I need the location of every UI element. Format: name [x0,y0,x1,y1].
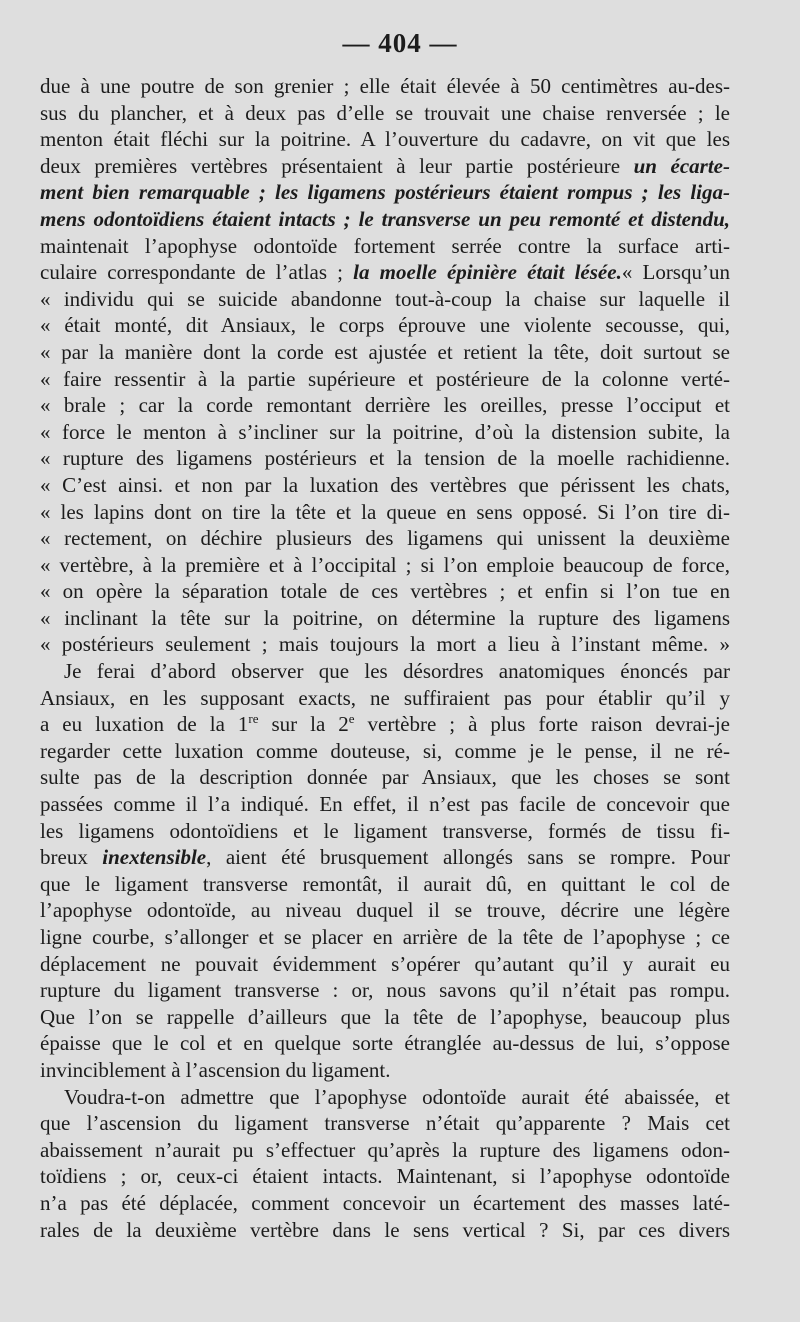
text-segment: « Lorsqu’un [621,260,730,285]
text-line [40,818,730,845]
text-segment: Que l’on se rappelle d’ailleurs que la tête de l’apophyse, beaucoup plus [40,1004,730,1029]
text-segment: ligne courbe, s’allonger et se placer en arrière de la tête de l’apophyse ; ce [40,925,730,949]
text-line [40,658,730,685]
text-segment: culaire correspondante de l’atlas ; [40,260,354,285]
text-line [40,1137,730,1164]
italic-text: la moelle épinière était lésée. [353,260,622,285]
text-line [40,499,730,526]
text-segment: « faire ressentir à la partie supérieure et postérieure de la colonne verté- [40,366,730,391]
text-line [40,366,730,393]
text-line [40,206,730,233]
text-segment: « rectement, on déchire plusieurs des ligamens qui unissent la deuxième [40,526,730,551]
text-segment: « postérieurs seulement ; mais toujours la mort a lieu à l’instant même. » [40,632,730,657]
text-line [40,764,730,791]
text-segment: que l’ascension du ligament transverse n’était qu’apparente ? Mais cet [40,1111,730,1136]
text-line [40,339,730,366]
text-segment: sus du plancher, et à deux pas d’elle se trouvait une chaise renversée ; le [40,100,730,125]
text-segment: toïdiens ; or, ceux-ci étaient intacts. Maintenant, si l’apophyse odontoïde [40,1164,730,1189]
text-line [40,100,730,127]
text-line [40,1163,730,1190]
text-segment: abaissement n’aurait pu s’effectuer qu’après la rupture des ligamens odon- [40,1137,730,1162]
text-segment: « les lapins dont on tire la tête et la queue en sens opposé. Si l’on tire di- [40,499,730,524]
text-line [40,871,730,898]
text-segment: menton était fléchi sur la poitrine. A l’ouverture du cadavre, on vit que les [40,127,730,152]
text-segment: passées comme il l’a indiqué. En effet, il n’est pas facile de concevoir que [40,792,730,817]
page-number: — 404 — [342,28,458,58]
text-segment: , aient été brusquement allongés sans se rompre. Pour [206,845,730,870]
text-segment: rales de la deuxième vertèbre dans le sens vertical ? Si, par ces divers [40,1217,730,1242]
text-segment: due à une poutre de son grenier ; elle était élevée à 50 centimètres au-des- [40,74,730,98]
text-segment: que le ligament transverse remontât, il aurait dû, en quittant le col de [40,871,730,896]
text-line [40,844,730,871]
text-line [40,951,730,978]
text-segment: « C’est ainsi. et non par la luxation des vertèbres que périssent les chats, [40,472,730,497]
italic-text: mens odontoïdiens étaient intacts ; le transverse un peu remonté et distendu, [40,206,730,231]
text-line [40,897,730,924]
text-line [40,578,730,605]
text-line [40,312,730,339]
text-line [40,126,730,153]
text-segment: « par la manière dont la corde est ajustée et retient la tête, doit surtout se [40,339,730,364]
text-segment: sulte pas de la description donnée par Ansiaux, que les choses se sont [40,765,730,790]
text-line [40,153,730,180]
text-line [40,73,730,100]
text-line [40,552,730,579]
text-segment: regarder cette luxation comme douteuse, si, comme je le pense, il ne ré- [40,738,730,763]
text-segment: Ansiaux, en les supposant exacts, ne suffiraient pas pour établir qu’il y [40,685,730,710]
text-segment: sur la 2 [258,712,349,737]
superscript: re [248,711,259,727]
text-line [40,738,730,765]
text-line [40,525,730,552]
text-line [40,1057,730,1084]
text-segment: Voudra-t-on admettre que l’apophyse odontoïde aurait été abaissée, et [64,1084,730,1109]
text-segment: « était monté, dit Ansiaux, le corps éprouve une violente secousse, qui, [40,313,730,338]
text-line [40,233,730,260]
text-segment: « on opère la séparation totale de ces vertèbres ; et enfin si l’on tue en [40,579,730,604]
text-line [40,977,730,1004]
text-segment: deux premières vertèbres présentaient à leur partie postérieure [40,153,634,178]
text-segment: les ligamens odontoïdiens et le ligament transverse, formés de tissu fi- [40,818,730,843]
text-line [40,472,730,499]
superscript: e [348,711,355,727]
body-text [40,73,730,1243]
text-segment: a eu luxation de la 1 [40,712,249,737]
text-segment: « individu qui se suicide abandonne tout-à-coup la chaise sur laquelle il [40,286,730,311]
text-segment: déplacement ne pouvait évidemment s’opérer qu’autant qu’il y aurait eu [40,951,730,976]
text-line [40,685,730,712]
text-line [40,791,730,818]
italic-text: ment bien remarquable ; les ligamens postérieurs étaient rompus ; les liga- [40,180,730,205]
text-segment: rupture du ligament transverse : or, nous savons qu’il n’était pas rompu. [40,978,730,1003]
text-line [40,1217,730,1244]
text-line [40,924,730,951]
text-line [40,419,730,446]
text-segment: « vertèbre, à la première et à l’occipital ; si l’on emploie beaucoup de force, [40,552,730,577]
text-line [40,605,730,632]
text-line [40,1084,730,1111]
text-segment: invinciblement à l’ascension du ligament. [40,1057,391,1082]
text-line [40,1004,730,1031]
text-segment: l’apophyse odontoïde, au niveau duquel il se trouve, décrire une légère [40,898,730,923]
italic-text: un écarte- [633,153,730,178]
text-line [40,711,730,738]
text-segment: « brale ; car la corde remontant derrière les oreilles, presse l’occiput et [40,393,730,418]
text-segment: breux [40,845,103,870]
text-segment: maintenait l’apophyse odontoïde fortement serrée contre la surface arti- [40,233,730,258]
text-segment: Je ferai d’abord observer que les désordres anatomiques énoncés par [64,659,730,684]
text-line [40,286,730,313]
text-segment: « rupture des ligamens postérieurs et la tension de la moelle rachidienne. [40,446,730,471]
text-line [40,631,730,658]
text-segment: « force le menton à s’incliner sur la poitrine, d’où la distension subite, la [40,419,730,444]
text-segment: n’a pas été déplacée, comment concevoir un écartement des masses laté- [40,1190,730,1215]
text-line [40,179,730,206]
text-line [40,1110,730,1137]
text-segment: épaisse que le col et en quelque sorte étranglée au-dessus de lui, s’oppose [40,1031,730,1056]
text-line [40,392,730,419]
text-line [40,1030,730,1057]
text-segment: vertèbre ; à plus forte raison devrai-je [354,712,730,737]
text-segment: « inclinant la tête sur la poitrine, on détermine la rupture des ligamens [40,605,730,630]
text-line [40,1190,730,1217]
text-line [40,445,730,472]
italic-text: inextensible [102,845,207,870]
text-line [40,259,730,286]
